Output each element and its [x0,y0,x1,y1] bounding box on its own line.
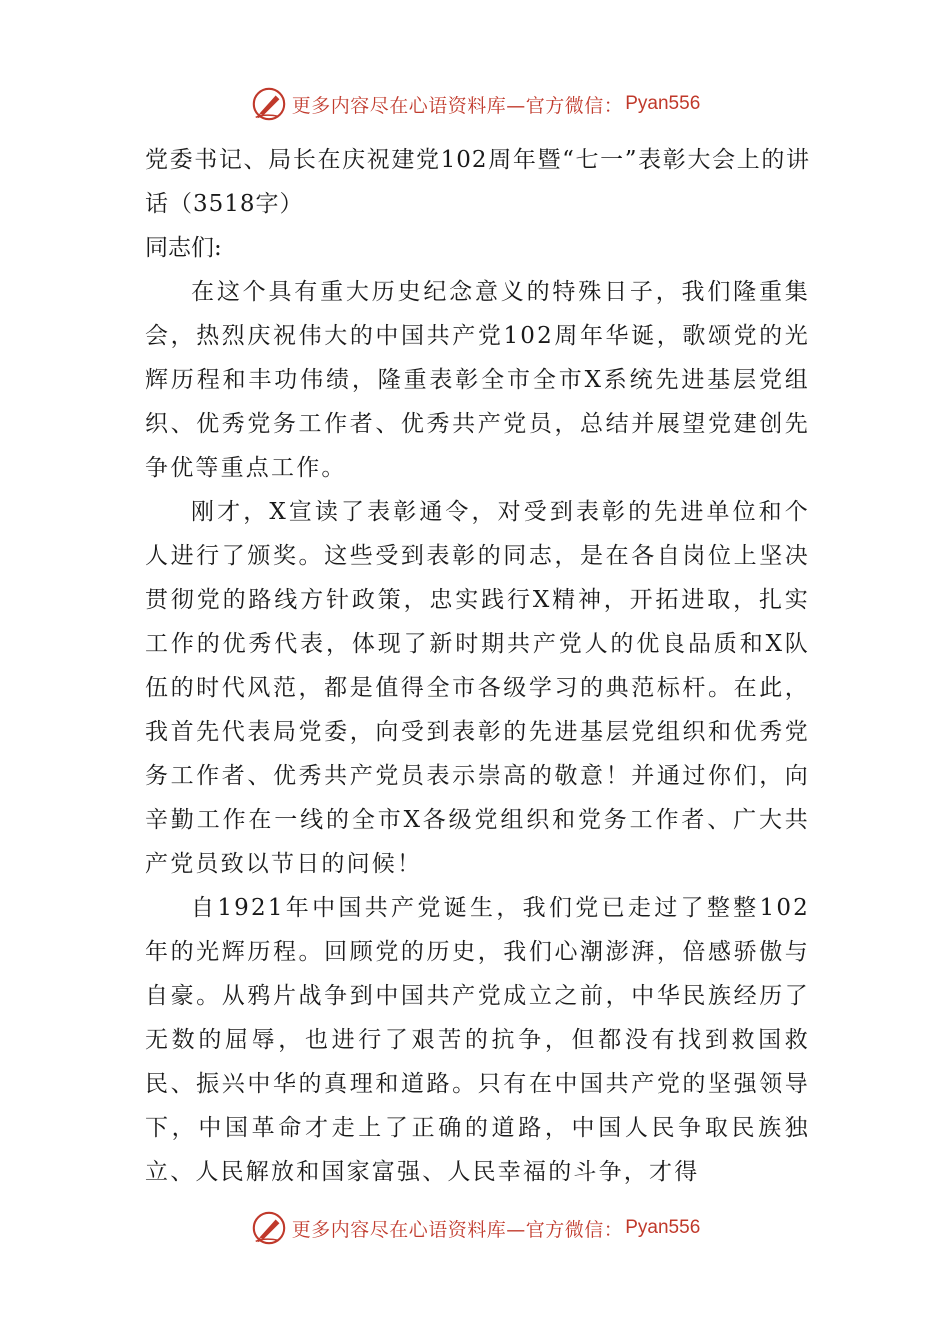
salutation: 同志们: [145,235,222,261]
paragraph-2: 刚才，X宣读了表彰通令，对受到表彰的先进单位和个人进行了颁奖。这些受到表彰的同志，是在各自岗位上坚决贯彻党的路线方针政策，忠实践行X精神，开拓进取，扎实工作的优秀代表，体现了新时期共产党人的优良品质和X队伍的时代风范，都是值得全市各级学习的典范标杆。在此，我首先代表局党委，向受到表彰的先进基层党组织和优秀党务工作者、优秀共产党员表示崇高的敬意！并通过你们，向辛勤工作在一线的全市X各级党组织和党务工作者、广大共产党员致以节日的问候！ [145,499,810,877]
watermark-text: 更多内容尽在心语资料库—官方微信： [291,1218,624,1241]
document-body [145,138,810,1194]
watermark-handle: Pyan556 [625,93,701,114]
document-title: 党委书记、局长在庆祝建党102周年暨“七一”表彰大会上的讲话（3518字） [145,147,810,217]
watermark-handle: Pyan556 [625,1217,701,1238]
pen-logo-icon [250,1209,288,1247]
footer-watermark [0,1208,950,1248]
paragraph-1: 在这个具有重大历史纪念意义的特殊日子，我们隆重集会，热烈庆祝伟大的中国共产党102周年华诞，歌颂党的光辉历程和丰功伟绩，隆重表彰全市全市X系统先进基层党组织、优秀党务工作者、优秀共产党员，总结并展望党建创先争优等重点工作。 [145,279,810,481]
paragraph-3: 自1921年中国共产党诞生，我们党已走过了整整102年的光辉历程。回顾党的历史，我们心潮澎湃，倍感骄傲与自豪。从鸦片战争到中国共产党成立之前，中华民族经历了无数的屈辱，也进行了艰苦的抗争，但都没有找到救国救民、振兴中华的真理和道路。只有在中国共产党的坚强领导下，中国革命才走上了正确的道路，中国人民争取民族独立、人民解放和国家富强、人民幸福的斗争，才得 [145,895,810,1185]
pen-logo-icon [250,85,288,123]
watermark-text: 更多内容尽在心语资料库—官方微信： [291,94,624,117]
header-watermark [0,84,950,124]
